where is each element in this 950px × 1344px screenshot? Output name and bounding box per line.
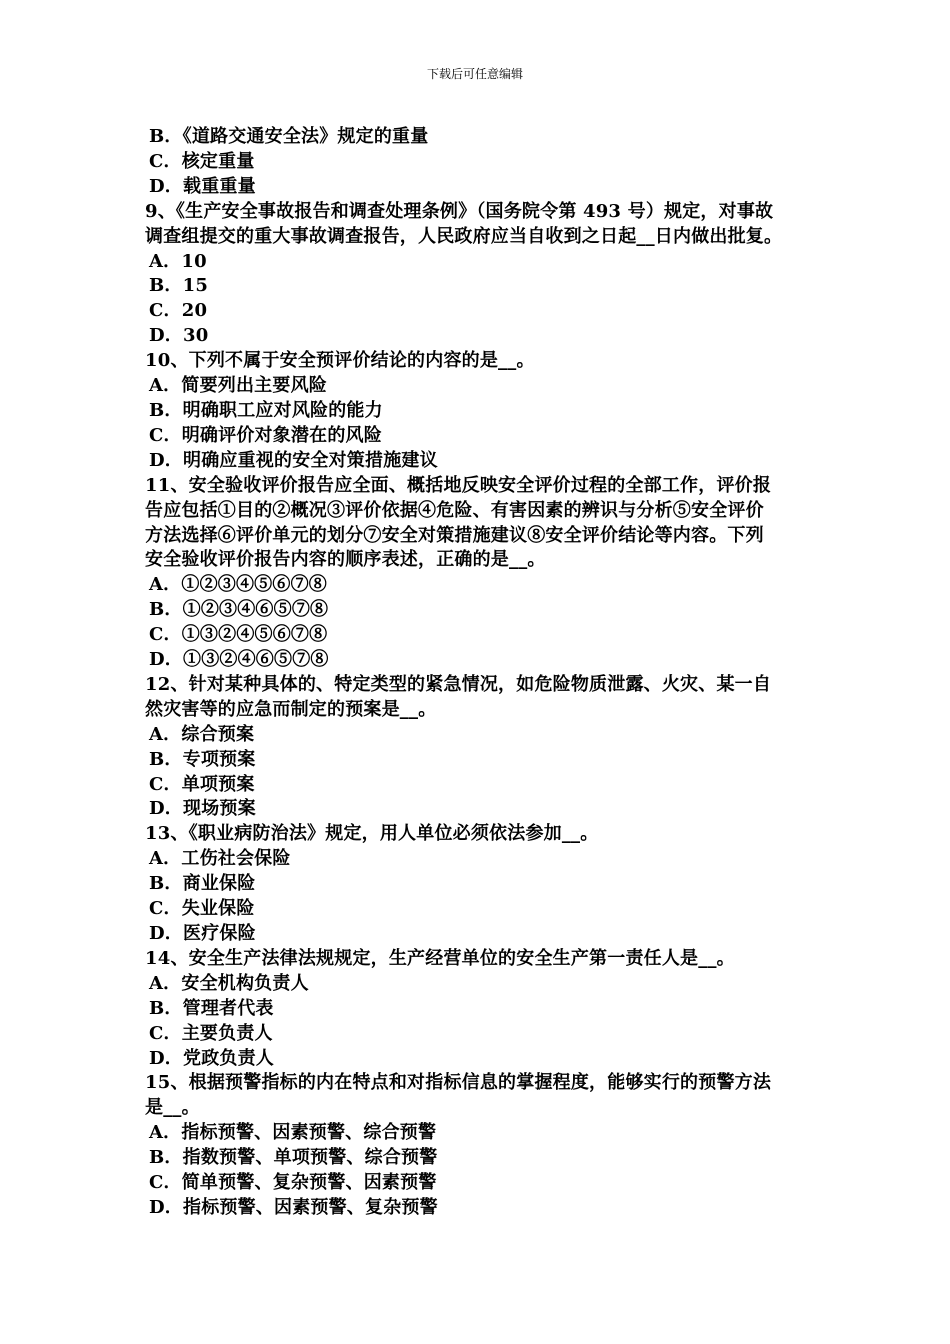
answer-option: D．现场预案 bbox=[149, 798, 256, 820]
answer-option: B．《道路交通安全法》规定的重量 bbox=[149, 126, 429, 147]
answer-option: B．专项预案 bbox=[149, 748, 256, 770]
document-body bbox=[145, 125, 810, 1221]
question-text: 告应包括①目的②概况③评价依据④危险、有害因素的辨识与分析⑤安全评价 bbox=[145, 499, 764, 521]
answer-option: B．指数预警、单项预警、综合预警 bbox=[149, 1147, 438, 1169]
answer-option: C．明确评价对象潜在的风险 bbox=[149, 424, 382, 446]
answer-option: C．简单预警、复杂预警、因素预警 bbox=[149, 1172, 437, 1194]
question-text: 安全验收评价报告内容的顺序表述，正确的是__。 bbox=[145, 549, 546, 571]
question-text: 是__。 bbox=[145, 1097, 200, 1119]
question-text: 11、安全验收评价报告应全面、概括地反映安全评价过程的全部工作，评价报 bbox=[145, 474, 772, 496]
answer-option: B．管理者代表 bbox=[149, 997, 274, 1019]
answer-option: D．党政负责人 bbox=[149, 1047, 275, 1069]
answer-option: D．30 bbox=[149, 325, 209, 347]
answer-option: A．综合预案 bbox=[149, 723, 255, 745]
answer-option: B．商业保险 bbox=[149, 873, 256, 895]
answer-option: A．工伤社会保险 bbox=[149, 848, 291, 870]
answer-option: B．明确职工应对风险的能力 bbox=[149, 399, 383, 421]
question-text: 15、根据预警指标的内在特点和对指标信息的掌握程度，能够实行的预警方法 bbox=[145, 1072, 772, 1094]
answer-option: A．指标预警、因素预警、综合预警 bbox=[149, 1122, 437, 1144]
answer-option: A．①②③④⑤⑥⑦⑧ bbox=[149, 574, 327, 596]
question-text: 然灾害等的应急而制定的预案是__。 bbox=[145, 698, 437, 720]
answer-option: C．①③②④⑤⑥⑦⑧ bbox=[149, 624, 328, 646]
question-text: 12、针对某种具体的、特定类型的紧急情况，如危险物质泄露、火灾、某一自 bbox=[145, 673, 772, 695]
answer-option: A．简要列出主要风险 bbox=[149, 375, 327, 397]
question-text: 方法选择⑥评价单元的划分⑦安全对策措施建议⑧安全评价结论等内容。下列 bbox=[145, 524, 764, 546]
answer-option: B．15 bbox=[149, 275, 209, 297]
answer-option: D．医疗保险 bbox=[149, 923, 256, 944]
answer-option: C．核定重量 bbox=[149, 150, 255, 172]
answer-option: A．安全机构负责人 bbox=[149, 972, 309, 994]
answer-option: C．单项预案 bbox=[149, 773, 255, 795]
answer-option: B．①②③④⑥⑤⑦⑧ bbox=[149, 599, 329, 621]
answer-option: C．失业保险 bbox=[149, 898, 255, 920]
page-header: 下载后可任意编辑 bbox=[426, 67, 523, 81]
question-text: 14、安全生产法律法规规定，生产经营单位的安全生产第一责任人是__。 bbox=[145, 947, 735, 969]
question-text: 9、《生产安全事故报告和调查处理条例》（国务院令第 493 号）规定，对事故 bbox=[145, 200, 774, 222]
answer-option: A．10 bbox=[149, 250, 207, 272]
answer-option: C．20 bbox=[149, 300, 208, 322]
question-text: 调查组提交的重大事故调查报告，人民政府应当自收到之日起__日内做出批复。 bbox=[145, 225, 783, 247]
answer-option: C．主要负责人 bbox=[149, 1022, 273, 1044]
question-text: 13、《职业病防治法》规定，用人单位必须依法参加__。 bbox=[145, 823, 599, 845]
question-text: 10、下列不属于安全预评价结论的内容的是__。 bbox=[145, 350, 535, 372]
answer-option: D．载重重量 bbox=[149, 175, 256, 197]
answer-option: D．①③②④⑥⑤⑦⑧ bbox=[149, 649, 329, 671]
answer-option: D．明确应重视的安全对策措施建议 bbox=[149, 449, 438, 471]
answer-option: D．指标预警、因素预警、复杂预警 bbox=[149, 1196, 438, 1218]
